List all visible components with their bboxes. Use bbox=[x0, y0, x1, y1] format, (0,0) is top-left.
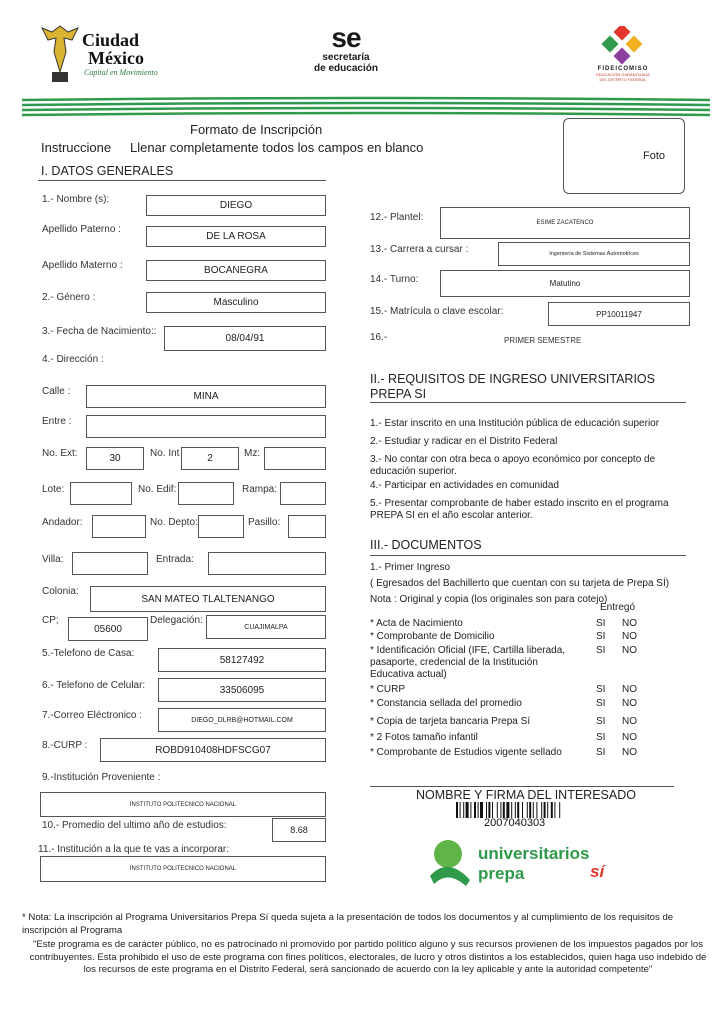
barcode-bar bbox=[559, 802, 560, 818]
villa-field[interactable] bbox=[72, 552, 148, 575]
barcode-bar bbox=[466, 802, 469, 818]
photo-label: Foto bbox=[642, 150, 665, 162]
sep-logo-line-1: secretaría bbox=[322, 52, 370, 63]
documento-si-option[interactable]: SI bbox=[596, 698, 606, 709]
edif-label: No. Edif: bbox=[138, 484, 177, 495]
documento-si-option[interactable]: SI bbox=[596, 631, 606, 642]
cp-label: CP; bbox=[42, 615, 59, 626]
calle-field[interactable]: MINA bbox=[86, 385, 326, 408]
documento-si-option[interactable]: SI bbox=[596, 684, 606, 695]
documento-text: * Comprobante de Estudios vigente sellado bbox=[370, 747, 562, 758]
photo-box[interactable] bbox=[563, 118, 685, 194]
requisito-2: 2.- Estudiar y radicar en el Distrito Federal bbox=[370, 436, 558, 447]
nota-originales: Nota : Original y copia (los originales son para cotejo) bbox=[370, 594, 608, 605]
barcode-bar bbox=[536, 802, 537, 818]
calle-label: Calle : bbox=[42, 386, 71, 397]
edif-field[interactable] bbox=[178, 482, 234, 505]
matricula-field[interactable]: PP10011947 bbox=[548, 302, 690, 326]
form-title: Formato de Inscripción bbox=[190, 122, 323, 137]
documento-no-option[interactable]: NO bbox=[622, 732, 637, 743]
colonia-field[interactable]: SAN MATEO TLALTENANGO bbox=[90, 586, 326, 612]
barcode bbox=[456, 802, 606, 818]
curp-label: 8.-CURP : bbox=[42, 740, 88, 751]
barcode-bar bbox=[478, 802, 479, 818]
barcode-bar bbox=[547, 802, 548, 818]
barcode-bar bbox=[511, 802, 512, 818]
depto-label: No. Depto: bbox=[150, 517, 198, 528]
prepa-si-figure-icon bbox=[426, 836, 476, 888]
plantel-field[interactable]: ESIME ZACATENCO bbox=[440, 207, 690, 239]
andador-label: Andador: bbox=[42, 517, 83, 528]
sep-logo-initials: se bbox=[331, 22, 361, 53]
instructions-text: Llenar completamente todos los campos en blanco bbox=[130, 140, 424, 155]
barcode-bar bbox=[522, 802, 523, 818]
documento-row bbox=[370, 747, 686, 759]
prepa-si-logo bbox=[426, 836, 626, 888]
requisito-4: 4.- Participar en actividades en comunidad bbox=[370, 480, 559, 491]
carrera-label: 13.- Carrera a cursar : bbox=[370, 244, 469, 255]
instructions-label: Instruccione bbox=[41, 140, 112, 155]
villa-label: Villa: bbox=[42, 554, 64, 565]
pasillo-field[interactable] bbox=[288, 515, 326, 538]
tel-cel-label: 6.- Telefono de Celular: bbox=[42, 680, 146, 691]
inst-prov-label: 9.-Institución Proveniente : bbox=[42, 772, 161, 783]
barcode-bar bbox=[515, 802, 516, 818]
barcode-bar bbox=[492, 802, 493, 818]
documento-text: * 2 Fotos tamaño infantil bbox=[370, 732, 478, 743]
entrego-header: Entregó bbox=[600, 602, 636, 613]
barcode-bar bbox=[551, 802, 553, 818]
firma-label: NOMBRE Y FIRMA DEL INTERESADO bbox=[416, 788, 636, 802]
genero-label: 2.- Género : bbox=[42, 292, 96, 303]
egresados-note: ( Egresados del Bachillerto que cuentan con su tarjeta de Prepa SÍ) bbox=[370, 578, 670, 589]
nota-final: * Nota: La inscripción al Programa Universitarios Prepa Sí queda sujeta a la presentación de todos los documentos y al cumplimiento de los requisitos de inscripción al Programa bbox=[22, 912, 674, 936]
noext-field[interactable]: 30 bbox=[86, 447, 144, 470]
rampa-label: Rampa: bbox=[242, 484, 278, 495]
andador-field[interactable] bbox=[92, 515, 146, 538]
angel-independencia-icon bbox=[38, 22, 82, 84]
tel-casa-label: 5.-Telefono de Casa: bbox=[42, 648, 135, 659]
section-3-divider bbox=[370, 555, 686, 556]
barcode-bar bbox=[533, 802, 534, 818]
fideicomiso-logo bbox=[578, 26, 668, 88]
barcode-bar bbox=[541, 802, 542, 818]
prepa-si-logo-si: sí bbox=[590, 862, 605, 881]
cdmx-logo-word-1: Ciudad bbox=[82, 30, 140, 50]
noint-label: No. Int bbox=[150, 448, 180, 459]
genero-field[interactable]: Masculino bbox=[146, 292, 326, 313]
documento-text: * Constancia sellada del promedio bbox=[370, 698, 522, 709]
tel-cel-field[interactable]: 33506095 bbox=[158, 678, 326, 702]
delegacion-field[interactable]: CUAJIMALPA bbox=[206, 615, 326, 639]
nacimiento-field[interactable]: 08/04/91 bbox=[164, 326, 326, 351]
documento-no-option[interactable]: NO bbox=[622, 618, 637, 629]
section-1-divider bbox=[38, 180, 326, 181]
lote-field[interactable] bbox=[70, 482, 132, 505]
cdmx-logo-tagline: Capital en Movimiento bbox=[84, 68, 158, 77]
documento-no-option[interactable]: NO bbox=[622, 747, 637, 758]
barcode-bar bbox=[474, 802, 476, 818]
barcode-bar bbox=[554, 802, 555, 818]
nombre-field[interactable]: DIEGO bbox=[146, 195, 326, 216]
barcode-bar bbox=[463, 802, 464, 818]
documento-si-option[interactable]: SI bbox=[596, 732, 606, 743]
inst-inc-label: 11.- Institución a la que te vas a incorporar: bbox=[38, 844, 230, 855]
materno-field[interactable]: BOCANEGRA bbox=[146, 260, 326, 281]
documento-text: * CURP bbox=[370, 684, 406, 695]
sep-logo-line-2: de educación bbox=[314, 63, 378, 74]
entrada-label: Entrada: bbox=[156, 554, 194, 565]
promedio-label: 10.- Promedio del ultimo año de estudios: bbox=[42, 820, 227, 831]
plantel-label: 12.- Plantel: bbox=[370, 212, 424, 223]
requisito-1: 1.- Estar inscrito en una Institución pública de educación superior bbox=[370, 418, 660, 429]
pasillo-label: Pasillo: bbox=[248, 517, 281, 528]
documento-row bbox=[370, 698, 686, 710]
semestre-value: PRIMER SEMESTRE bbox=[504, 336, 582, 345]
cdmx-logo bbox=[38, 22, 158, 84]
entrada-field[interactable] bbox=[208, 552, 326, 575]
cp-field[interactable]: 05600 bbox=[68, 617, 148, 641]
matricula-label: 15.- Matrícula o clave escolar: bbox=[370, 306, 504, 317]
mz-field[interactable] bbox=[264, 447, 326, 470]
curp-field[interactable]: ROBD910408HDFSCG07 bbox=[100, 738, 326, 762]
documento-no-option[interactable]: NO bbox=[622, 698, 637, 709]
documento-si-option[interactable]: SI bbox=[596, 747, 606, 758]
documento-text: * Acta de Nacimiento bbox=[370, 618, 463, 629]
section-2-title-line-1: II.- REQUISITOS DE INGRESO UNIVERSITARIOS bbox=[370, 372, 655, 386]
green-band-decoration bbox=[22, 96, 710, 120]
fideicomiso-subtitle-2: DEL DISTRITO FEDERAL bbox=[599, 77, 647, 82]
barcode-bar bbox=[486, 802, 487, 818]
documento-row bbox=[370, 631, 686, 643]
cdmx-logo-word-2: México bbox=[88, 48, 144, 68]
delegacion-label: Delegación: bbox=[150, 615, 203, 626]
turno-label: 14.- Turno: bbox=[370, 274, 419, 285]
nombre-label: 1.- Nombre (s): bbox=[42, 194, 110, 205]
fideicomiso-subtitle-1: EDUCACIÓN GARANTIZADA bbox=[596, 72, 650, 77]
documento-si-option[interactable]: SI bbox=[596, 645, 606, 656]
materno-label: Apellido Materno : bbox=[42, 260, 123, 271]
documento-row bbox=[370, 716, 686, 728]
direccion-label: 4.- Dirección : bbox=[42, 354, 104, 365]
barcode-icon bbox=[456, 802, 606, 818]
barcode-bar bbox=[470, 802, 471, 818]
sep-logo bbox=[306, 24, 386, 80]
lote-label: Lote: bbox=[42, 484, 65, 495]
tel-casa-field[interactable]: 58127492 bbox=[158, 648, 326, 672]
correo-label: 7.-Correo Eléctronico : bbox=[42, 710, 143, 721]
barcode-bar bbox=[544, 802, 546, 818]
documento-si-option[interactable]: SI bbox=[596, 618, 606, 629]
section-1-title: I. DATOS GENERALES bbox=[41, 164, 174, 178]
documento-no-option[interactable]: NO bbox=[622, 716, 637, 727]
leyenda-legal: "Este programa es de carácter público, no es patrocinado ni promovido por partido político alguno y sus recursos provienen de los impuestos pagados por los contribuyentes. Esta prohibido el uso de este programa con fines políticos, electorales, de lucro y otros distintos a los establecidos, quien haga uso indebido de los recursos de este programa en el Distrito Federal, será sancionado de acuerdo con la ley aplicable y ante la autoridad competente" bbox=[29, 939, 707, 975]
nacimiento-label: 3.- Fecha de Nacimiento:: bbox=[42, 326, 157, 337]
section-2-divider bbox=[370, 402, 686, 403]
barcode-bar bbox=[527, 802, 528, 818]
barcode-number: 2007040303 bbox=[484, 817, 546, 829]
noint-field[interactable]: 2 bbox=[181, 447, 239, 470]
barcode-bar bbox=[488, 802, 490, 818]
barcode-bar bbox=[500, 802, 501, 818]
documento-no-option[interactable]: NO bbox=[622, 684, 637, 695]
documento-row bbox=[370, 645, 686, 681]
entre-label: Entre : bbox=[42, 416, 72, 427]
documento-si-option[interactable]: SI bbox=[596, 716, 606, 727]
rampa-field[interactable] bbox=[280, 482, 326, 505]
correo-field[interactable]: DIEGO_DLRB@HOTMAIL.COM bbox=[158, 708, 326, 732]
barcode-bar bbox=[497, 802, 498, 818]
documento-row bbox=[370, 732, 686, 744]
inst-inc-field[interactable]: INSTITUTO POLITECNICO NACIONAL bbox=[40, 856, 326, 882]
colonia-label: Colonia: bbox=[42, 586, 79, 597]
barcode-bar bbox=[529, 802, 531, 818]
documento-text: * Copia de tarjeta bancaria Prepa Sí bbox=[370, 716, 531, 727]
green-stripes-icon bbox=[22, 96, 710, 120]
paterno-field[interactable]: DE LA ROSA bbox=[146, 226, 326, 247]
entre-field[interactable] bbox=[86, 415, 326, 438]
depto-field[interactable] bbox=[198, 515, 244, 538]
prepa-si-logo-text: universitarios prepa bbox=[478, 844, 590, 883]
section-2-title-line-2: PREPA SI bbox=[370, 387, 427, 401]
fideicomiso-mosaic-icon bbox=[598, 26, 648, 66]
fideicomiso-title: FIDEICOMISO bbox=[597, 66, 649, 72]
requisito-3: 3.- No contar con otra beca o apoyo económico por concepto de educación superior. bbox=[370, 454, 656, 477]
barcode-bar bbox=[517, 802, 519, 818]
documento-no-option[interactable]: NO bbox=[622, 631, 637, 642]
documento-row bbox=[370, 684, 686, 696]
requisito-5: 5.- Presentar comprobante de haber estado inscrito en el programa PREPA SI en el año escolar anterior. bbox=[370, 498, 669, 521]
barcode-bar bbox=[506, 802, 509, 818]
documento-text: * Identificación Oficial (IFE, Cartilla liberada, pasaporte, credencial de la Institución Educativa actual) bbox=[370, 645, 566, 680]
turno-field[interactable]: Matutino bbox=[440, 270, 690, 297]
semestre-label: 16.- bbox=[370, 332, 388, 343]
barcode-bar bbox=[503, 802, 505, 818]
paterno-label: Apellido Paterno : bbox=[42, 224, 121, 235]
firma-line bbox=[370, 786, 674, 787]
documento-row bbox=[370, 618, 686, 630]
barcode-bar bbox=[480, 802, 483, 818]
promedio-field[interactable]: 8.68 bbox=[272, 818, 326, 842]
noext-label: No. Ext: bbox=[42, 448, 78, 459]
primer-ingreso: 1.- Primer Ingreso bbox=[370, 562, 451, 573]
barcode-bar bbox=[456, 802, 458, 818]
carrera-field[interactable]: Ingeniería de Sistemas Automotrices bbox=[498, 242, 690, 266]
mz-label: Mz: bbox=[244, 448, 261, 459]
barcode-bar bbox=[460, 802, 461, 818]
documento-text: * Comprobante de Domicilio bbox=[370, 631, 495, 642]
documento-no-option[interactable]: NO bbox=[622, 645, 637, 656]
inst-prov-field[interactable]: INSTITUTO POLITECNICO NACIONAL bbox=[40, 792, 326, 817]
section-3-title: III.- DOCUMENTOS bbox=[370, 538, 482, 552]
